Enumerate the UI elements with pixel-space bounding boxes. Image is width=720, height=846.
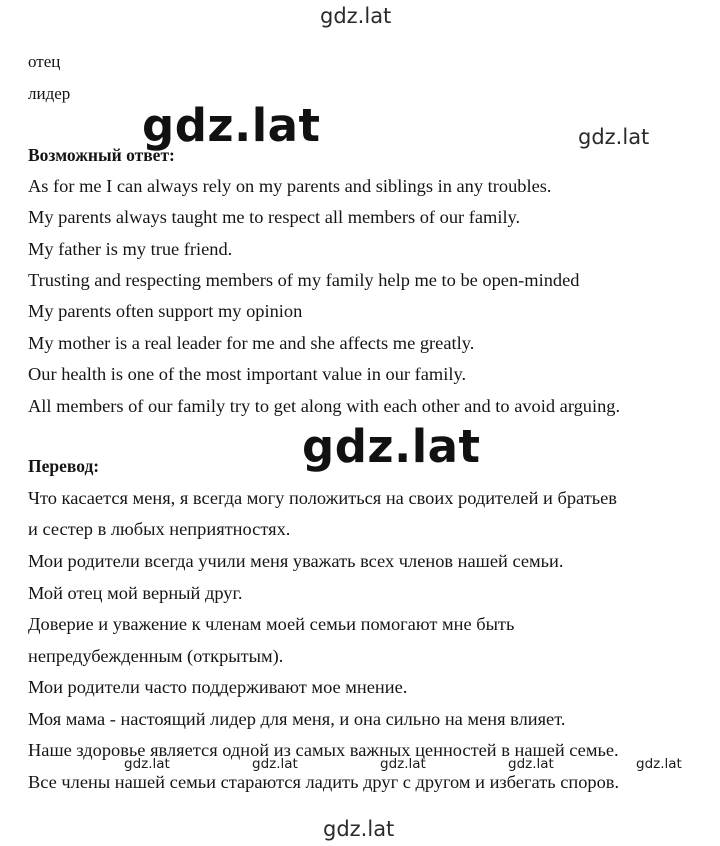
translation-line: Мои родители часто поддерживают мое мнение. bbox=[28, 677, 408, 697]
answer-line: Our health is one of the most important value in our family. bbox=[28, 364, 467, 384]
answer-line: Trusting and respecting members of my family help me to be open-minded bbox=[28, 270, 580, 290]
answer-line: My father is my true friend. bbox=[28, 239, 233, 259]
answer-line: My mother is a real leader for me and she affects me greatly. bbox=[28, 333, 475, 353]
vocab-word-father: отец bbox=[28, 52, 61, 71]
watermark-large-1: gdz.lat bbox=[142, 99, 321, 152]
answer-line: My parents always taught me to respect all members of our family. bbox=[28, 207, 521, 227]
watermark-tiny: gdz.lat bbox=[124, 756, 170, 772]
answer-line: As for me I can always rely on my parents and siblings in any troubles. bbox=[28, 176, 552, 196]
translation-line: и сестер в любых неприятностях. bbox=[28, 519, 291, 539]
translation-line: Мой отец мой верный друг. bbox=[28, 583, 243, 603]
watermark-large-2: gdz.lat bbox=[302, 420, 481, 473]
translation-line: Что касается меня, я всегда могу положиться на своих родителей и братьев bbox=[28, 488, 617, 508]
answer-line: All members of our family try to get along with each other and to avoid arguing. bbox=[28, 396, 621, 416]
answer-line: My parents often support my opinion bbox=[28, 301, 303, 321]
watermark-top: gdz.lat bbox=[320, 4, 392, 28]
translation-line: Все члены нашей семьи стараются ладить друг с другом и избегать споров. bbox=[28, 772, 620, 792]
watermark-right: gdz.lat bbox=[578, 125, 650, 149]
translation-line: Доверие и уважение к членам моей семьи помогают мне быть bbox=[28, 614, 515, 634]
watermark-bottom: gdz.lat bbox=[323, 817, 395, 841]
translation-line: Мои родители всегда учили меня уважать всех членов нашей семьи. bbox=[28, 551, 564, 571]
watermark-tiny: gdz.lat bbox=[252, 756, 298, 772]
vocab-word-leader: лидер bbox=[28, 84, 71, 103]
answer-heading: Возможный ответ: bbox=[28, 145, 175, 165]
watermark-tiny: gdz.lat bbox=[508, 756, 554, 772]
translation-line: Моя мама - настоящий лидер для меня, и она сильно на меня влияет. bbox=[28, 709, 566, 729]
watermark-tiny: gdz.lat bbox=[636, 756, 682, 772]
watermark-tiny: gdz.lat bbox=[380, 756, 426, 772]
translation-heading: Перевод: bbox=[28, 456, 100, 476]
translation-line: Наше здоровье является одной из самых важных ценностей в нашей семье. bbox=[28, 740, 619, 760]
translation-line: непредубежденным (открытым). bbox=[28, 646, 284, 666]
